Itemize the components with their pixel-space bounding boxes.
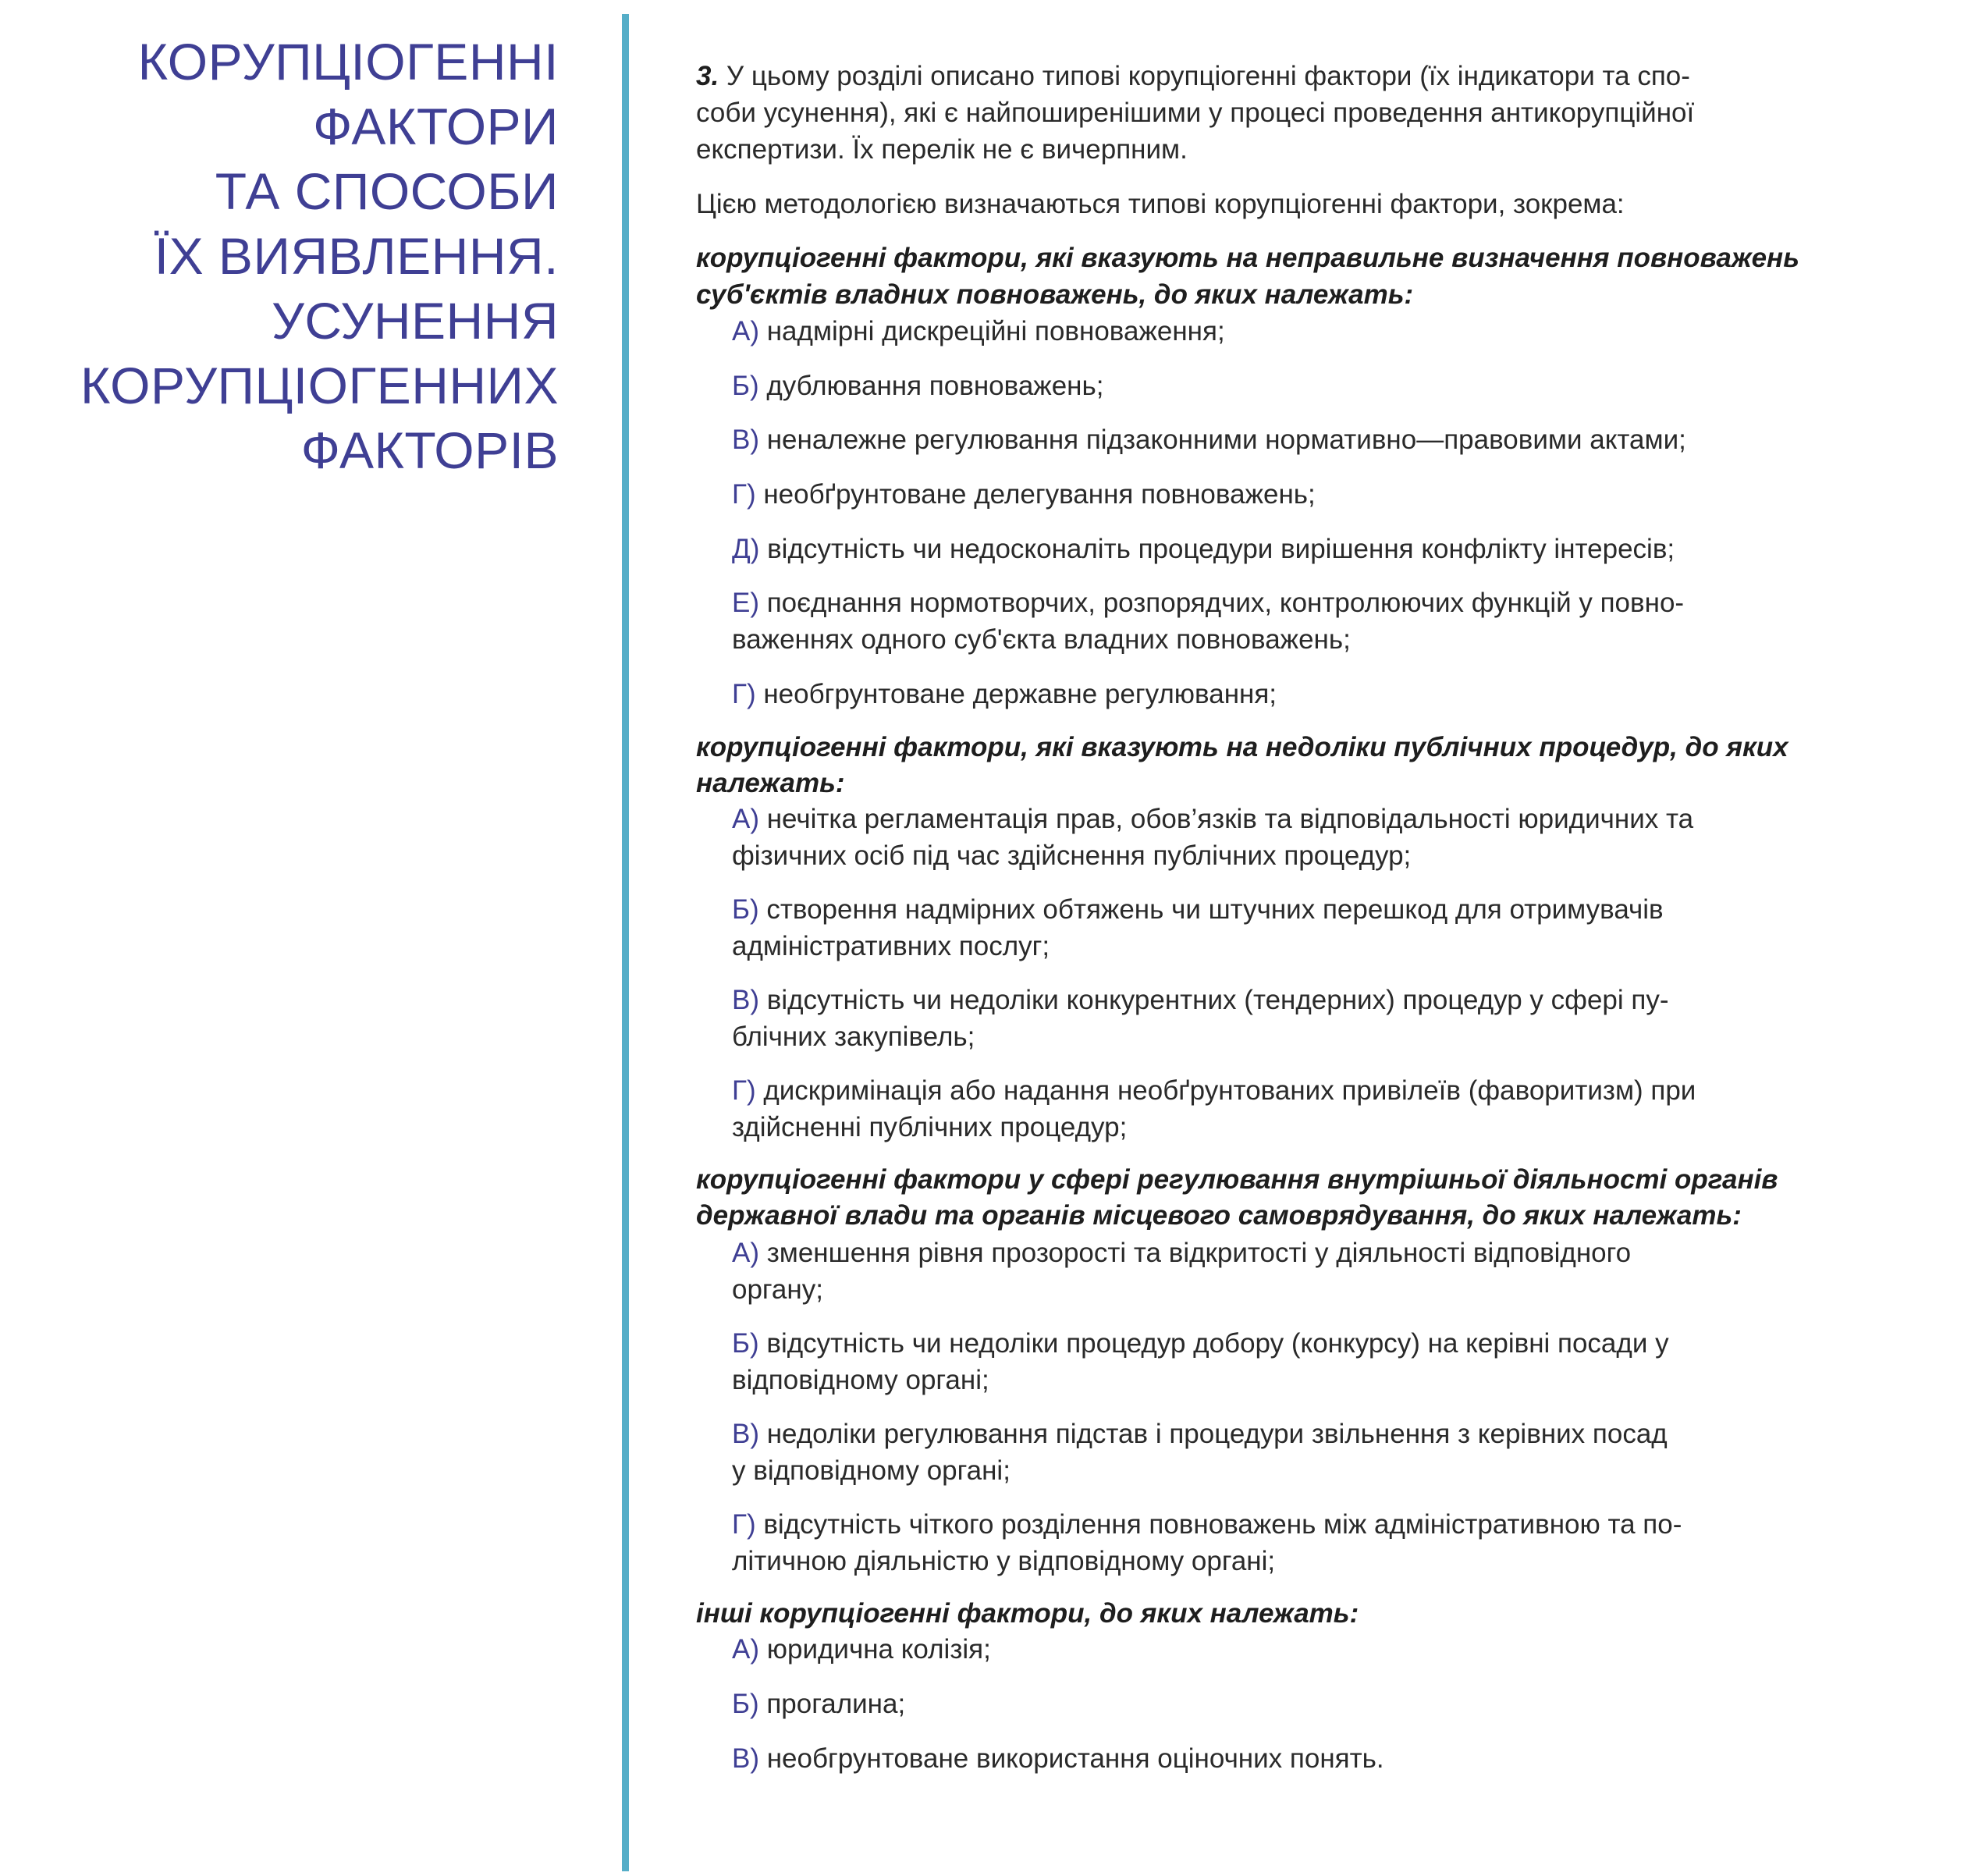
list-item-continuation: важеннях одного суб'єкта владних повноважень; [732,624,1351,655]
intro-paragraph-line: Цією методологією визначаються типові корупціогенні фактори, зокрема: [696,189,1625,219]
section-title [78,30,559,483]
list-letter: Б) [732,1689,759,1719]
list-item [732,535,1675,563]
list-item [732,1690,905,1718]
list-item-continuation: відповідному органі; [732,1365,989,1395]
list-letter: А) [732,1634,759,1665]
list-letter: Б) [732,371,759,401]
list-item-text: відсутність чи недоліки процедур добору (конкурсу) на керівні посади у [758,1328,1669,1359]
list-letter: Г) [732,479,756,510]
list-letter: Б) [732,894,759,925]
list-letter: Г) [732,679,756,709]
list-letter: В) [732,985,759,1015]
intro-paragraph-line: експертизи. Їх перелік не є вичерпним. [696,134,1188,165]
list-item [732,318,1225,345]
list-item-continuation: адміністративних послуг; [732,931,1050,961]
list-item [732,481,1316,508]
list-item [732,1420,1668,1448]
section-title-line: ТА СПОСОБИ [215,162,559,220]
list-item-text: дискримінація або надання необґрунтованих привілеїв (фаворитизм) при [755,1075,1696,1106]
intro-paragraph-line [696,62,1690,90]
list-item [732,805,1693,833]
list-item-continuation: здійсненні публічних процедур; [732,1112,1128,1142]
list-item-text: відсутність чіткого розділення повноважень між адміністративною та по- [755,1509,1682,1540]
group-heading: корупціогенні фактори у сфері регулювання внутрішньої діяльності органів [696,1164,1778,1195]
list-item [732,372,1103,400]
list-letter: А) [732,1238,759,1268]
list-item [732,1745,1384,1772]
list-letter: В) [732,1743,759,1774]
list-letter: В) [732,425,759,455]
list-letter: В) [732,1419,759,1449]
list-item-text: необгрунтоване державне регулювання; [755,679,1277,709]
list-item-text: надмірні дискреційні повноваження; [759,316,1225,346]
list-item-continuation: фізичних осіб під час здійснення публічних процедур; [732,840,1412,871]
list-letter: Г) [732,1075,756,1106]
list-letter: Г) [732,1509,756,1540]
list-letter: Б) [732,1328,759,1359]
list-item [732,896,1664,923]
list-item [732,1077,1696,1104]
group-heading: суб'єктів владних повноважень, до яких належать: [696,279,1414,310]
section-title-line: ЇХ ВИЯВЛЕННЯ. [154,227,559,285]
list-item-text: необґрунтоване делегування повноважень; [755,479,1316,510]
list-item [732,1239,1631,1267]
list-item-continuation: у відповідному органі; [732,1455,1011,1486]
section-title-line: ФАКТОРІВ [300,421,559,479]
list-item-continuation: блічних закупівель; [732,1021,975,1052]
list-item-text: поєднання нормотворчих, розпорядчих, контролюючих функцій у повно- [759,588,1685,618]
list-item-text: нечітка регламентація прав, обов’язків та відповідальності юридичних та [759,804,1694,834]
list-item-continuation: літичною діяльністю у відповідному органі; [732,1546,1276,1576]
vertical-divider [622,14,629,1871]
list-letter: Е) [732,588,759,618]
list-item-text: необгрунтоване використання оціночних понять. [759,1743,1384,1774]
group-heading: державної влади та органів місцевого самоврядування, до яких належать: [696,1200,1742,1231]
intro-paragraph-line: соби усунення), які є найпоширенішими у процесі проведення антикорупційної [696,98,1695,128]
group-heading: належать: [696,768,845,798]
section-title-line: КОРУПЦІОГЕННІ [137,33,559,91]
list-letter: А) [732,804,759,834]
list-item-text: дублювання повноважень; [758,371,1104,401]
list-item [732,680,1277,708]
list-item [732,426,1686,453]
group-heading: інші корупціогенні фактори, до яких належать: [696,1598,1359,1629]
list-item [732,1330,1669,1357]
group-heading: корупціогенні фактори, які вказують на недоліки публічних процедур, до яких [696,732,1788,762]
list-item [732,1636,991,1663]
section-title-line: УСУНЕННЯ [272,292,559,350]
paragraph-number: 3. [696,61,719,91]
list-item-text: зменшення рівня прозорості та відкритості у діяльності відповідного [759,1238,1632,1268]
list-item-text: прогалина; [758,1689,906,1719]
section-title-line: ФАКТОРИ [313,98,559,155]
section-title-line: КОРУПЦІОГЕННИХ [80,357,559,414]
list-item-text: юридична колізія; [759,1634,991,1665]
list-item-continuation: органу; [732,1274,823,1305]
group-heading: корупціогенні фактори, які вказують на неправильне визначення повноважень [696,243,1799,273]
list-item-text: відсутність чи недосконаліть процедури вирішення конфлікту інтересів; [759,534,1675,564]
list-item-text: створення надмірних обтяжень чи штучних перешкод для отримувачів [758,894,1664,925]
list-item-text: недоліки регулювання підстав і процедури звільнення з керівних посад [759,1419,1668,1449]
list-item-text: неналежне регулювання підзаконними нормативно—правовими актами; [759,425,1686,455]
list-item [732,589,1684,616]
list-letter: Д) [732,534,760,564]
intro-text: У цьому розділі описано типові корупціогенні фактори (їх індикатори та спо- [719,61,1690,91]
list-item [732,1511,1682,1538]
list-letter: А) [732,316,759,346]
list-item [732,986,1669,1014]
list-item-text: відсутність чи недоліки конкурентних (тендерних) процедур у сфері пу- [759,985,1669,1015]
